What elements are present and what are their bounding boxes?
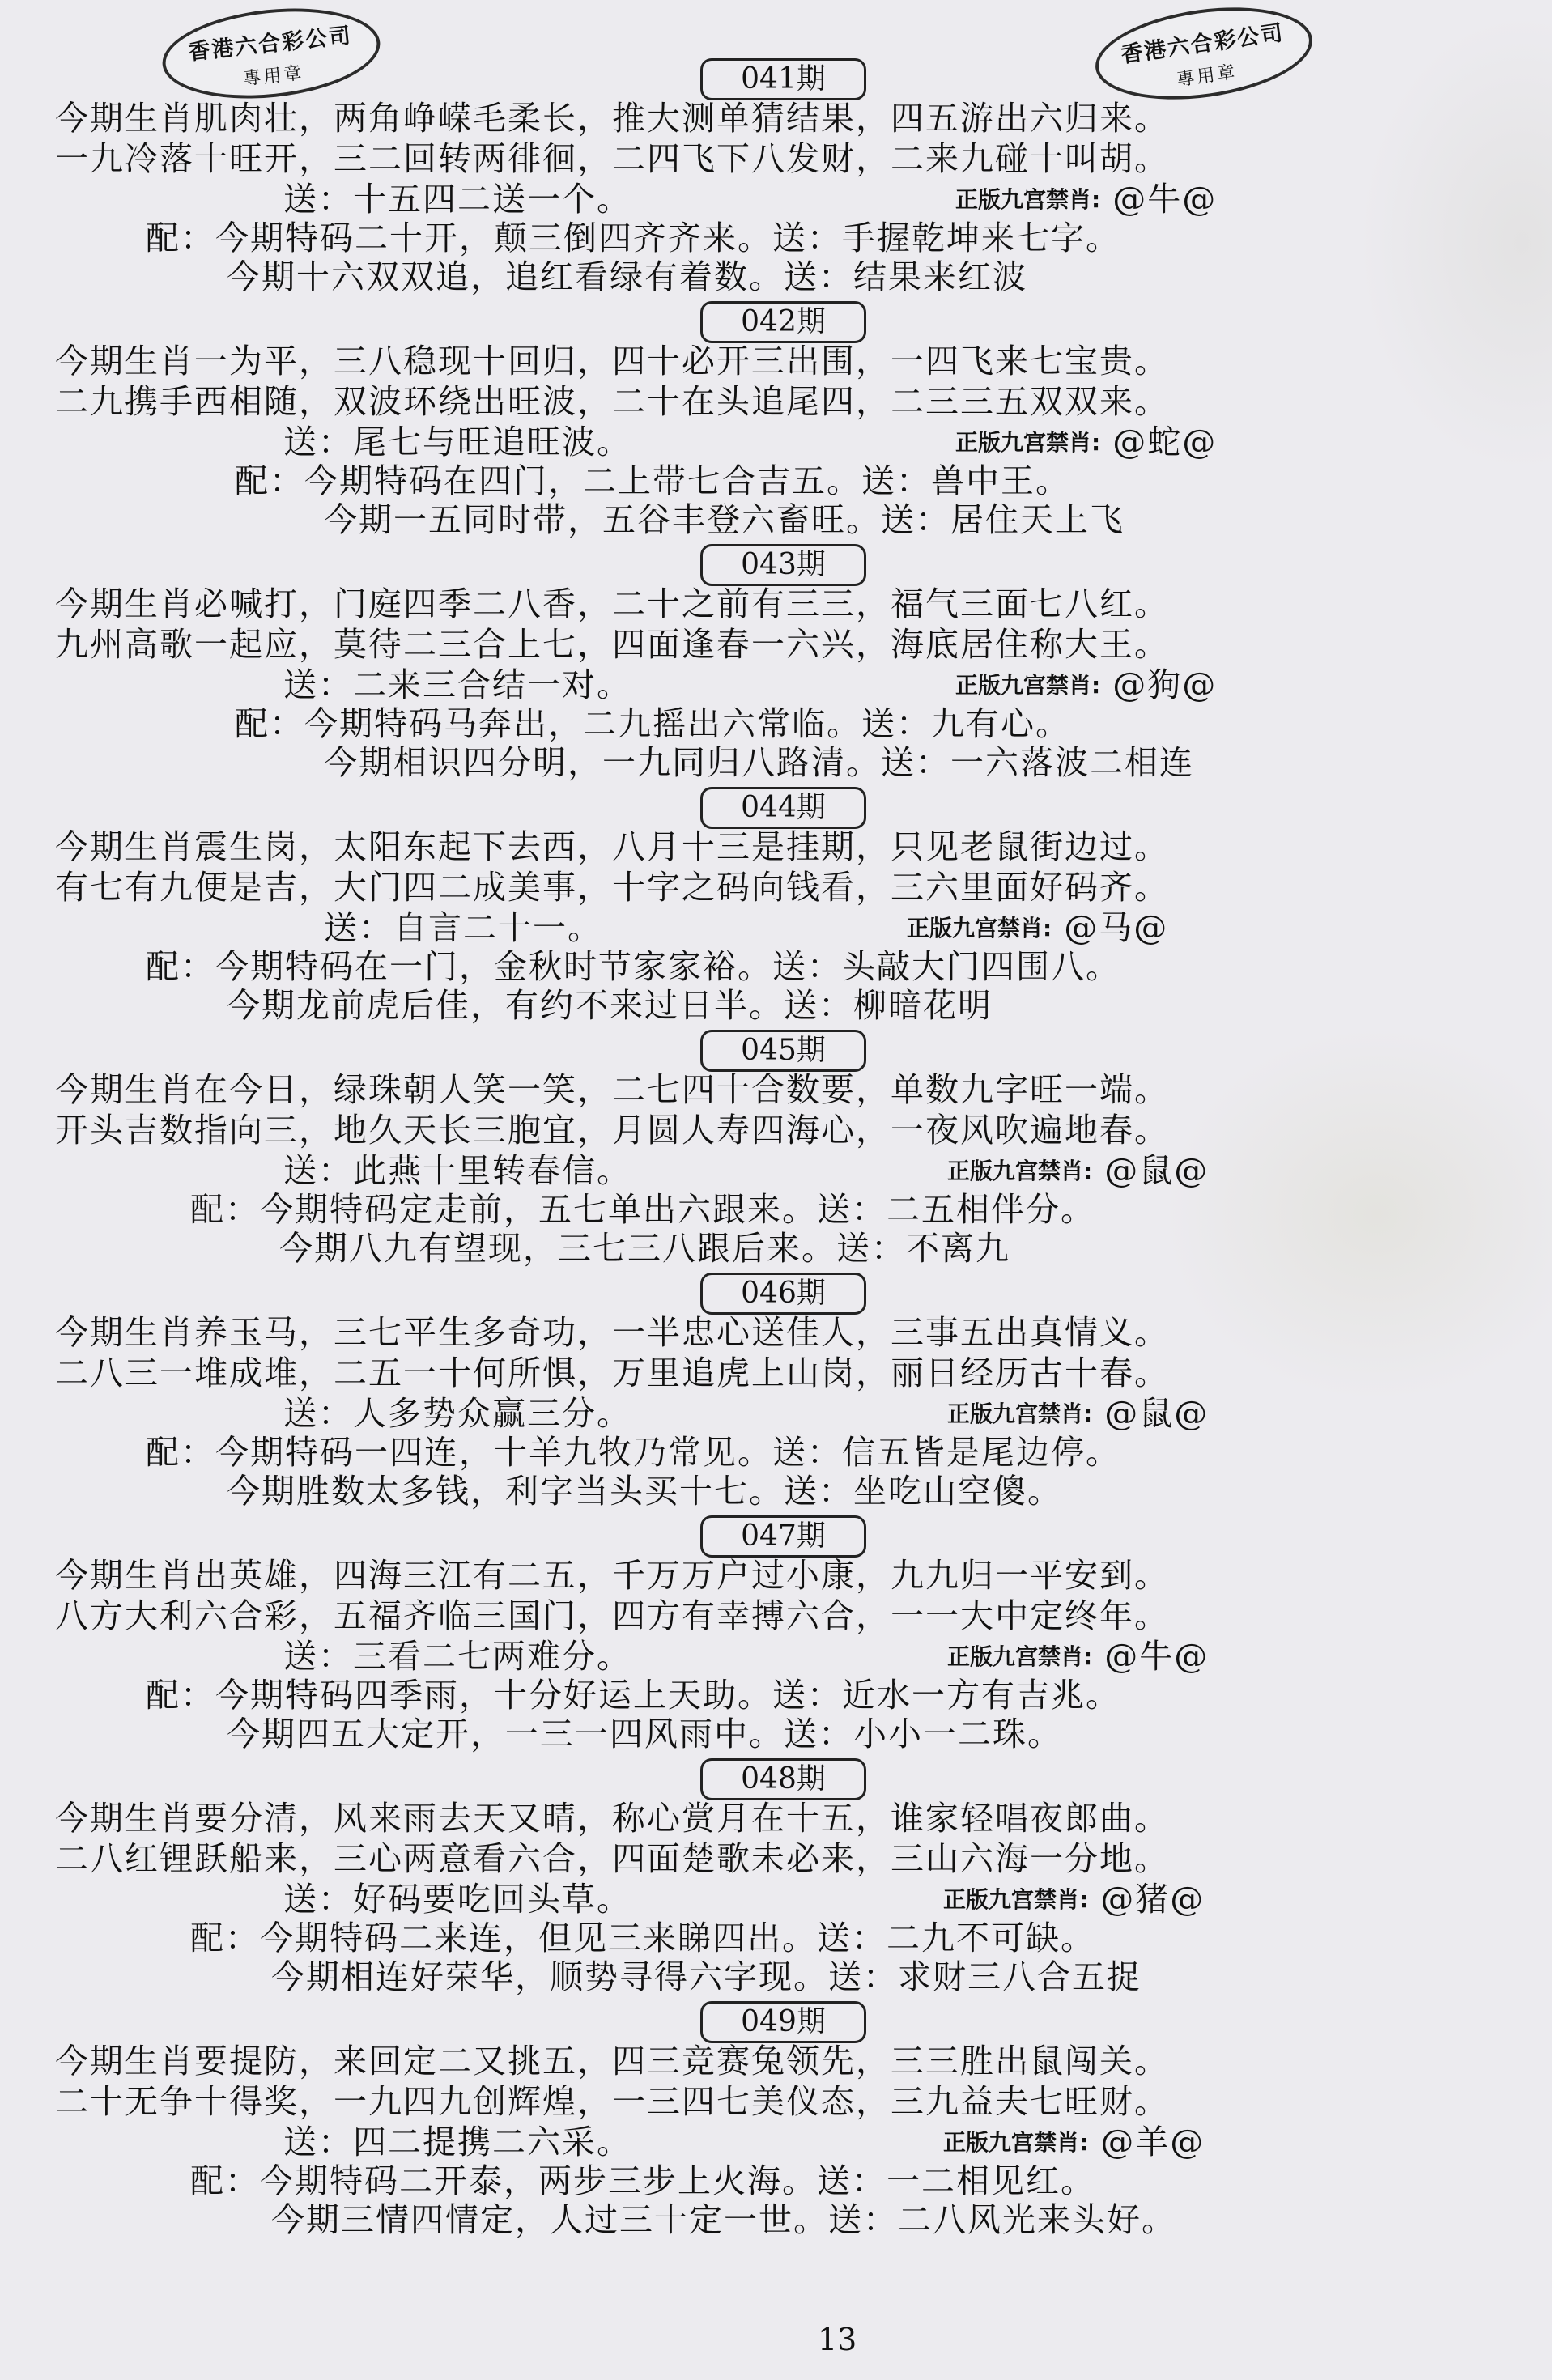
- period-label: 044期: [700, 787, 866, 829]
- pairing-line: 配：今期特码一四连，十羊九牧乃常见。送：信五皆是尾边停。: [146, 1433, 1120, 1472]
- verse-line-2: 一九冷落十旺开，三二回转两徘徊，二四飞下八发财，二来九碰十叫胡。: [55, 139, 1169, 178]
- verse-line-2: 二十无争十得奖，一九四九创辉煌，一三四七美仪态，三九益夫七旺财。: [55, 2082, 1169, 2121]
- forbidden-zodiac: [943, 2123, 1205, 2162]
- verse-line-2: 八方大利六合彩，五福齐临三国门，四方有幸搏六合，一一大中定终年。: [55, 1596, 1169, 1635]
- forbidden-value: @鼠@: [1104, 1394, 1210, 1433]
- verse-line-2: 二八红锂跃船来，三心两意看六合，四面楚歌未必来，三山六海一分地。: [55, 1839, 1169, 1878]
- forbidden-value: @牛@: [1104, 1637, 1210, 1676]
- forbidden-label: 正版九宫禁肖:: [943, 2129, 1089, 2156]
- period-label: 048期: [700, 1758, 866, 1800]
- verse-line-1: 今期生肖肌肉壮，两角峥嵘毛柔长，推大测单猜结果，四五游出六归来。: [55, 99, 1169, 138]
- pairing-line: 配：今期特码二开泰，两步三步上火海。送：一二相见红。: [190, 2161, 1095, 2200]
- pairing-line: 配：今期特码在四门，二上带七合吉五。送：兽中王。: [235, 461, 1070, 500]
- forbidden-value: @马@: [1064, 908, 1169, 947]
- forbidden-label: 正版九宫禁肖:: [955, 672, 1101, 699]
- forbidden-zodiac: [947, 1394, 1209, 1434]
- period-label: 046期: [700, 1273, 866, 1315]
- send-line: 送：四二提携二六采。: [283, 2123, 631, 2161]
- send-line: 送：十五四二送一个。: [283, 180, 631, 219]
- pairing-line: 配：今期特码在一门，金秋时节家家裕。送：头敲大门四围八。: [146, 947, 1120, 986]
- closing-line: 今期龙前虎后佳，有约不来过日半。送：柳暗花明: [227, 986, 993, 1025]
- forbidden-value: @蛇@: [1112, 423, 1218, 461]
- send-line: 送：自言二十一。: [324, 908, 602, 947]
- verse-line-1: 今期生肖要提防，来回定二又挑五，四三竞赛兔领先，三三胜出鼠闯关。: [55, 2042, 1169, 2080]
- verse-line-2: 有七有九便是吉，大门四二成美事，十字之码向钱看，三六里面好码齐。: [55, 868, 1169, 907]
- verse-line-1: 今期生肖养玉马，三七平生多奇功，一半忠心送佳人，三事五出真情义。: [55, 1313, 1169, 1352]
- period-label: 042期: [700, 301, 866, 343]
- forbidden-value: @牛@: [1112, 180, 1218, 219]
- closing-line: 今期相识四分明，一九同归八路清。送：一六落波二相连: [324, 743, 1194, 782]
- forbidden-label: 正版九宫禁肖:: [947, 1400, 1093, 1427]
- forbidden-label: 正版九宫禁肖:: [907, 915, 1052, 941]
- send-line: 送：好码要吃回头草。: [283, 1880, 631, 1919]
- verse-line-2: 开头吉数指向三，地久天长三胞宜，月圆人寿四海心，一夜风吹遍地春。: [55, 1111, 1169, 1150]
- closing-line: 今期八九有望现，三七三八跟后来。送：不离九: [279, 1229, 1010, 1268]
- period-label: 045期: [700, 1030, 866, 1072]
- forbidden-zodiac: [907, 908, 1168, 948]
- pairing-line: 配：今期特码马奔出，二九摇出六常临。送：九有心。: [235, 704, 1070, 743]
- forbidden-label: 正版九宫禁肖:: [955, 186, 1101, 213]
- verse-line-2: 二九携手西相随，双波环绕出旺波，二十在头追尾四，二三三五双双来。: [55, 382, 1169, 421]
- forbidden-zodiac: [943, 1880, 1205, 1919]
- closing-line: 今期十六双双追，追红看绿有着数。送：结果来红波: [227, 257, 1027, 296]
- period-label: 043期: [700, 544, 866, 586]
- forbidden-value: @鼠@: [1104, 1151, 1210, 1190]
- forbidden-label: 正版九宫禁肖:: [943, 1886, 1089, 1913]
- forbidden-label: 正版九宫禁肖:: [947, 1643, 1093, 1670]
- forbidden-label: 正版九宫禁肖:: [947, 1158, 1093, 1184]
- forbidden-value: @猪@: [1100, 1880, 1205, 1919]
- pairing-line: 配：今期特码二来连，但见三来睇四出。送：二九不可缺。: [190, 1919, 1095, 1957]
- seal-text-bottom: 專用章: [1176, 62, 1239, 91]
- verse-line-1: 今期生肖出英雄，四海三江有二五，千万万户过小康，九九归一平安到。: [55, 1556, 1169, 1595]
- forbidden-value: @羊@: [1100, 2123, 1205, 2161]
- forbidden-zodiac: [947, 1151, 1209, 1191]
- forbidden-value: @狗@: [1112, 665, 1218, 704]
- verse-line-1: 今期生肖必喊打，门庭四季二八香，二十之前有三三，福气三面七八红。: [55, 584, 1169, 623]
- closing-line: 今期一五同时带，五谷丰登六畜旺。送：居住天上飞: [324, 500, 1125, 539]
- forbidden-zodiac: [955, 423, 1217, 462]
- send-line: 送：二来三合结一对。: [283, 665, 631, 704]
- closing-line: 今期三情四情定，人过三十定一世。送：二八风光来头好。: [271, 2200, 1176, 2239]
- forbidden-zodiac: [947, 1637, 1209, 1677]
- page-number: 13: [818, 2322, 857, 2357]
- pairing-line: 配：今期特码二十开，颠三倒四齐齐来。送：手握乾坤来七字。: [146, 219, 1120, 257]
- pairing-line: 配：今期特码四季雨，十分好运上天助。送：近水一方有吉兆。: [146, 1676, 1120, 1715]
- seal-text-top: 香港六合彩公司: [1119, 20, 1286, 69]
- verse-line-1: 今期生肖在今日，绿珠朝人笑一笑，二七四十合数要，单数九字旺一端。: [55, 1070, 1169, 1109]
- pairing-line: 配：今期特码定走前，五七单出六跟来。送：二五相伴分。: [190, 1190, 1095, 1229]
- send-line: 送：此燕十里转春信。: [283, 1151, 631, 1190]
- verse-line-2: 九州高歌一起应，莫待二三合上七，四面逢春一六兴，海底居住称大王。: [55, 625, 1169, 664]
- send-line: 送：人多势众赢三分。: [283, 1394, 631, 1433]
- company-seal-left: [158, 0, 385, 108]
- forbidden-zodiac: [955, 180, 1217, 219]
- seal-text-top: 香港六合彩公司: [187, 23, 354, 66]
- forbidden-zodiac: [955, 665, 1217, 705]
- closing-line: 今期四五大定开，一三一四风雨中。送：小小一二珠。: [227, 1715, 1062, 1753]
- send-line: 送：尾七与旺追旺波。: [283, 423, 631, 461]
- verse-line-1: 今期生肖要分清，风来雨去天又晴，称心赏月在十五，谁家轻唱夜郎曲。: [55, 1799, 1169, 1838]
- closing-line: 今期胜数太多钱，利字当头买十七。送：坐吃山空傻。: [227, 1472, 1062, 1511]
- send-line: 送：三看二七两难分。: [283, 1637, 631, 1676]
- verse-line-2: 二八三一堆成堆，二五一十何所惧，万里追虎上山岗，丽日经历古十春。: [55, 1354, 1169, 1392]
- period-label: 041期: [700, 58, 866, 100]
- period-label: 049期: [700, 2001, 866, 2043]
- period-label: 047期: [700, 1515, 866, 1558]
- seal-text-bottom: 專用章: [242, 62, 305, 90]
- company-seal-right: [1090, 0, 1318, 112]
- forbidden-label: 正版九宫禁肖:: [955, 429, 1101, 456]
- closing-line: 今期相连好荣华，顺势寻得六字现。送：求财三八合五捉: [271, 1957, 1142, 1996]
- verse-line-1: 今期生肖震生岗，太阳东起下去西，八月十三是挂期，只见老鼠街边过。: [55, 827, 1169, 866]
- verse-line-1: 今期生肖一为平，三八稳现十回归，四十必开三出围，一四飞来七宝贵。: [55, 342, 1169, 380]
